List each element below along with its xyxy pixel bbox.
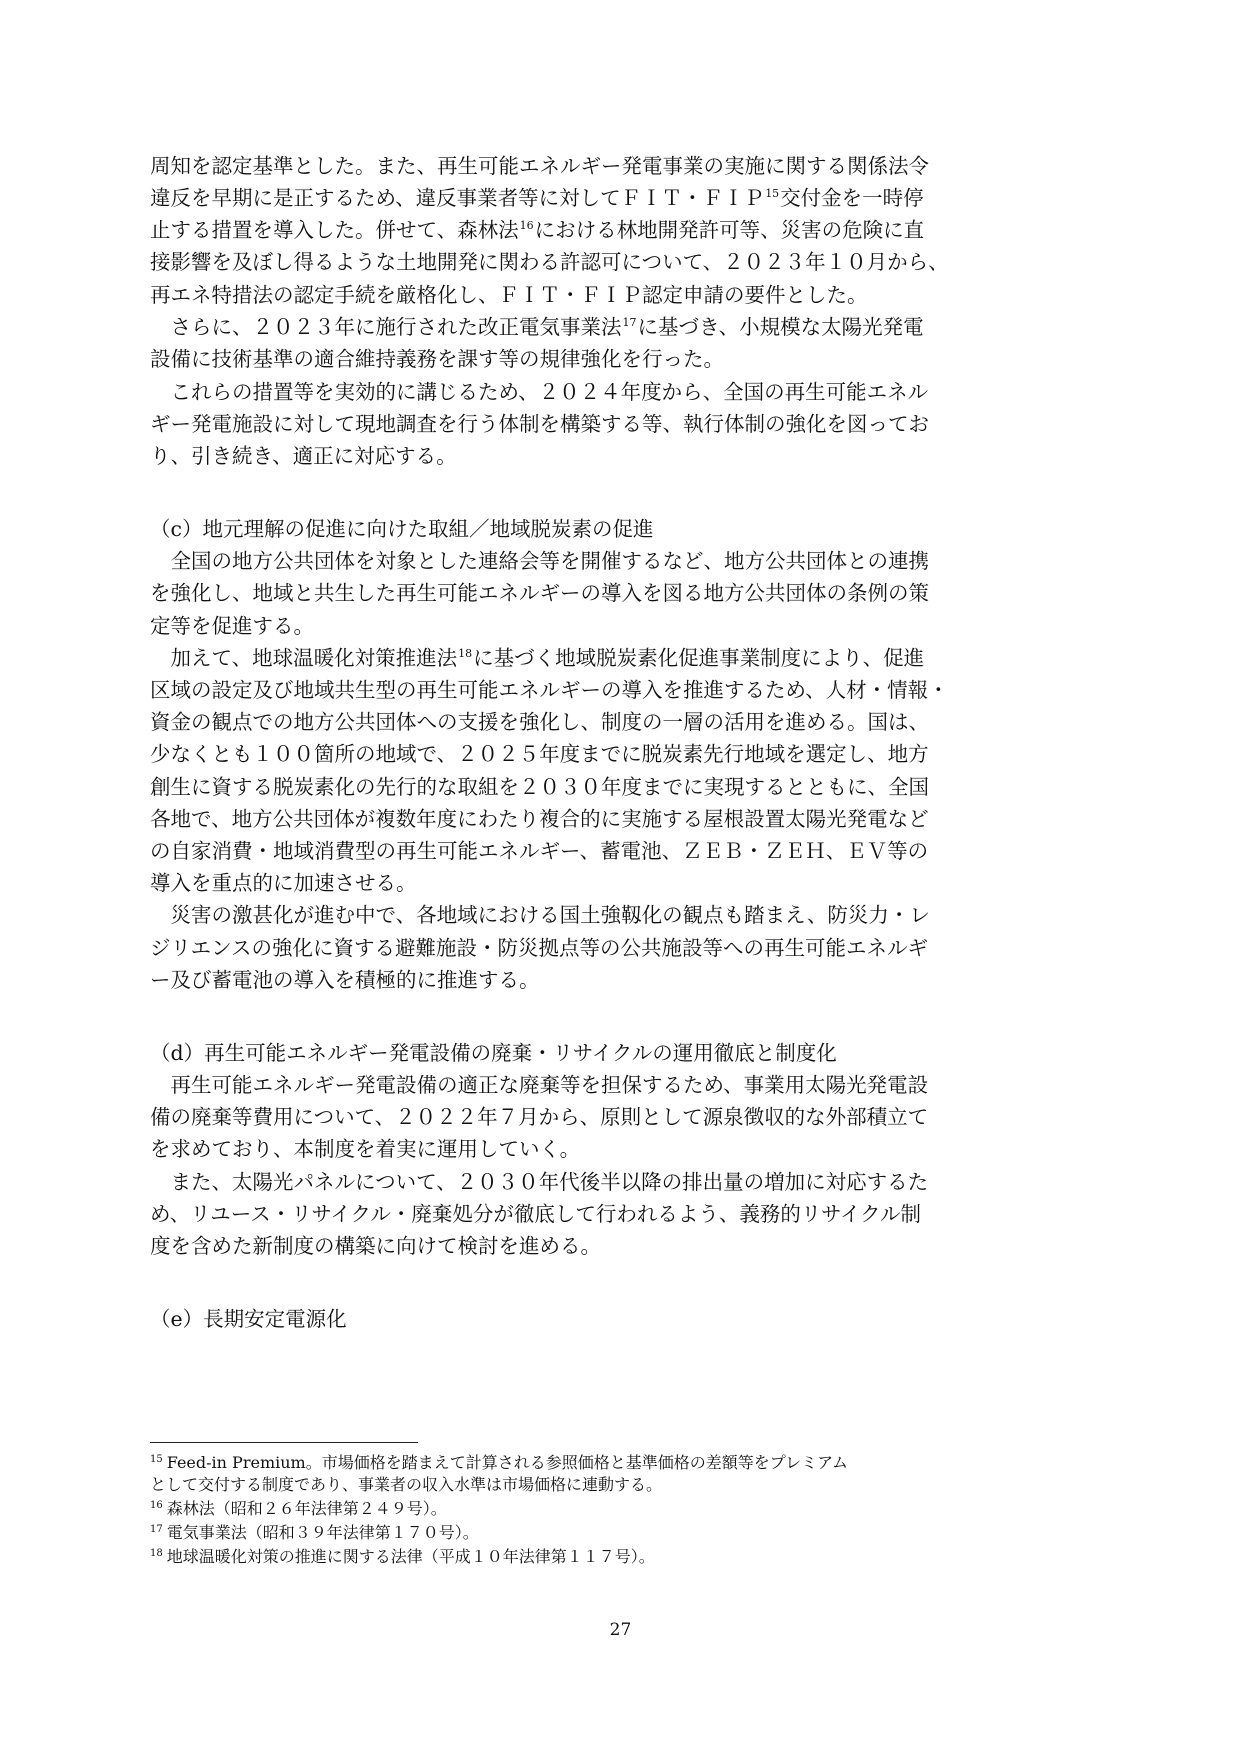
footnote-line — [150, 1546, 655, 1571]
body-line — [150, 1168, 928, 1196]
line-text: 再生可能エネルギー発電設備の適正な廃棄等を担保するため、事業用太陽光発電設 — [150, 1073, 929, 1097]
body-line — [150, 901, 930, 929]
body-line — [150, 547, 929, 575]
body-line — [150, 676, 949, 704]
line-text: の自家消費・地域消費型の再生可能エネルギー、蓄電池、ＺＥＢ・ＺＥＨ、ＥＶ等の — [150, 839, 929, 863]
footnote-number: 16 — [150, 1500, 163, 1511]
body-line — [150, 378, 928, 406]
body-line — [150, 644, 924, 672]
body-line — [150, 410, 929, 438]
line-text: ギー発電施設に対して現地調査を行う体制を構築する等、執行体制の強化を図ってお — [150, 412, 929, 436]
line-text: ー及び蓄電池の導入を積極的に推進する。 — [150, 968, 540, 992]
footnote-text: 地球温暖化対策の推進に関する法律（平成１０年法律第１１７号）。 — [166, 1547, 655, 1566]
body-line — [150, 281, 868, 309]
footnote-ref[interactable]: 17 — [622, 316, 637, 329]
body-line — [150, 708, 929, 736]
line-text: 交付金を一時停 — [780, 186, 924, 210]
line-text: 接影響を及ぼし得るような土地開発に関わる許認可について、２０２３年１０月から、 — [150, 250, 949, 274]
footnote-rule — [150, 1442, 418, 1443]
line-text: 周知を認定基準とした。また、再生可能エネルギー発電事業の実施に関する関係法令 — [150, 154, 929, 178]
body-line — [150, 837, 928, 865]
line-text: り、引き続き、適正に対応する。 — [150, 444, 457, 468]
body-line — [150, 216, 924, 244]
line-text: を求めており、本制度を着実に運用していく。 — [150, 1137, 581, 1161]
footnote-number: 18 — [150, 1548, 163, 1559]
body-line — [150, 1071, 928, 1099]
footnote-line — [150, 1474, 662, 1496]
line-text: これらの措置等を実効的に講じるため、２０２４年度から、全国の再生可能エネル — [150, 380, 929, 404]
body-line — [150, 313, 924, 341]
line-text: 設備に技術基準の適合維持義務を課す等の規律強化を行った。 — [150, 347, 724, 371]
line-text: 加えて、地球温暖化対策推進法 — [150, 646, 458, 670]
body-line — [150, 1135, 580, 1163]
body-line — [150, 579, 929, 607]
line-text: を強化し、地域と共生した再生可能エネルギーの導入を図る地方公共団体の条例の策 — [150, 581, 929, 605]
body-line — [150, 345, 724, 373]
line-text: （c）地元理解の促進に向けた取組／地域脱炭素の促進 — [150, 517, 654, 541]
footnote-text: 森林法（昭和２６年法律第２４９号）。 — [166, 1499, 447, 1518]
line-text: 止する措置を導入した。併せて、森林法 — [150, 218, 519, 242]
line-text: 資金の観点での地方公共団体への支援を強化し、制度の一層の活用を進める。国は、 — [150, 710, 929, 734]
page-number: 27 — [609, 1620, 632, 1640]
line-text: 全国の地方公共団体を対象とした連絡会等を開催するなど、地方公共団体との連携 — [150, 549, 929, 573]
line-text: 導入を重点的に加速させる。 — [150, 871, 417, 895]
line-text: に基づく地域脱炭素化促進事業制度により、促進 — [473, 646, 925, 670]
footnote-text: 電気事業法（昭和３９年法律第１７０号）。 — [166, 1523, 479, 1542]
body-line — [150, 184, 924, 212]
line-text: 備の廃棄等費用について、２０２２年７月から、原則として源泉徴収的な外部積立て — [150, 1105, 929, 1129]
line-text: における林地開発許可等、災害の危険に直 — [534, 218, 925, 242]
body-line — [150, 612, 314, 640]
footnote-ref[interactable]: 18 — [458, 647, 473, 660]
line-text: さらに、２０２３年に施行された改正電気事業法 — [150, 315, 622, 339]
line-text: に基づき、小規模な太陽光発電 — [637, 315, 924, 339]
line-text: 災害の激甚化が進む中で、各地域における国土強靱化の観点も踏まえ、防災力・レ — [150, 903, 930, 927]
footnote-line — [150, 1498, 447, 1523]
line-text: 少なくとも１００箇所の地域で、２０２５年度までに脱炭素先行地域を選定し、地方 — [150, 742, 929, 766]
body-line — [150, 1039, 837, 1067]
footnote-ref[interactable]: 16 — [519, 219, 534, 232]
body-line — [150, 869, 417, 897]
body-line — [150, 1305, 347, 1333]
body-line — [150, 966, 540, 994]
footnote-number: 17 — [150, 1524, 163, 1535]
body-line — [150, 805, 929, 833]
footnote-ref[interactable]: 15 — [765, 187, 780, 200]
footnote-number: 15 — [150, 1454, 163, 1465]
line-text: め、リユース・リサイクル・廃棄処分が徹底して行われるよう、義務的リサイクル制 — [150, 1202, 922, 1226]
line-text: 度を含めた新制度の構築に向けて検討を進める。 — [150, 1234, 601, 1258]
body-line — [150, 1232, 601, 1260]
line-text: 違反を早期に是正するため、違反事業者等に対してＦＩＴ・ＦＩＰ — [150, 186, 765, 210]
line-text: 創生に資する脱炭素化の先行的な取組を２０３０年度までに実現するとともに、全国 — [150, 775, 929, 799]
body-line — [150, 152, 929, 180]
footnote-line — [150, 1522, 479, 1547]
body-line — [150, 1200, 921, 1228]
body-line — [150, 934, 928, 962]
line-text: 各地で、地方公共団体が複数年度にわたり複合的に実施する屋根設置太陽光発電など — [150, 807, 929, 831]
line-text: ジリエンスの強化に資する避難施設・防災拠点等の公共施設等への再生可能エネルギ — [150, 936, 928, 960]
body-line — [150, 248, 949, 276]
line-text: また、太陽光パネルについて、２０３０年代後半以降の排出量の増加に対応するた — [150, 1170, 929, 1194]
line-text: （d）再生可能エネルギー発電設備の廃棄・リサイクルの運用徹底と制度化 — [150, 1041, 837, 1065]
line-text: （e）長期安定電源化 — [150, 1307, 347, 1331]
footnote-text: として交付する制度であり、事業者の収入水準は市場価格に連動する。 — [150, 1475, 663, 1494]
line-text: 区域の設定及び地域共生型の再生可能エネルギーの導入を推進するため、人材・情報・ — [150, 678, 949, 702]
line-text: 定等を促進する。 — [150, 614, 314, 638]
body-line — [150, 740, 929, 768]
body-line — [150, 442, 457, 470]
body-line — [150, 515, 653, 543]
body-line — [150, 1103, 928, 1131]
body-line — [150, 773, 929, 801]
footnote-text: Feed-in Premium。市場価格を踏まえて計算される参照価格と基準価格の差額等をプレミアム — [166, 1453, 848, 1472]
line-text: 再エネ特措法の認定手続を厳格化し、ＦＩＴ・ＦＩＰ認定申請の要件とした。 — [150, 283, 868, 307]
